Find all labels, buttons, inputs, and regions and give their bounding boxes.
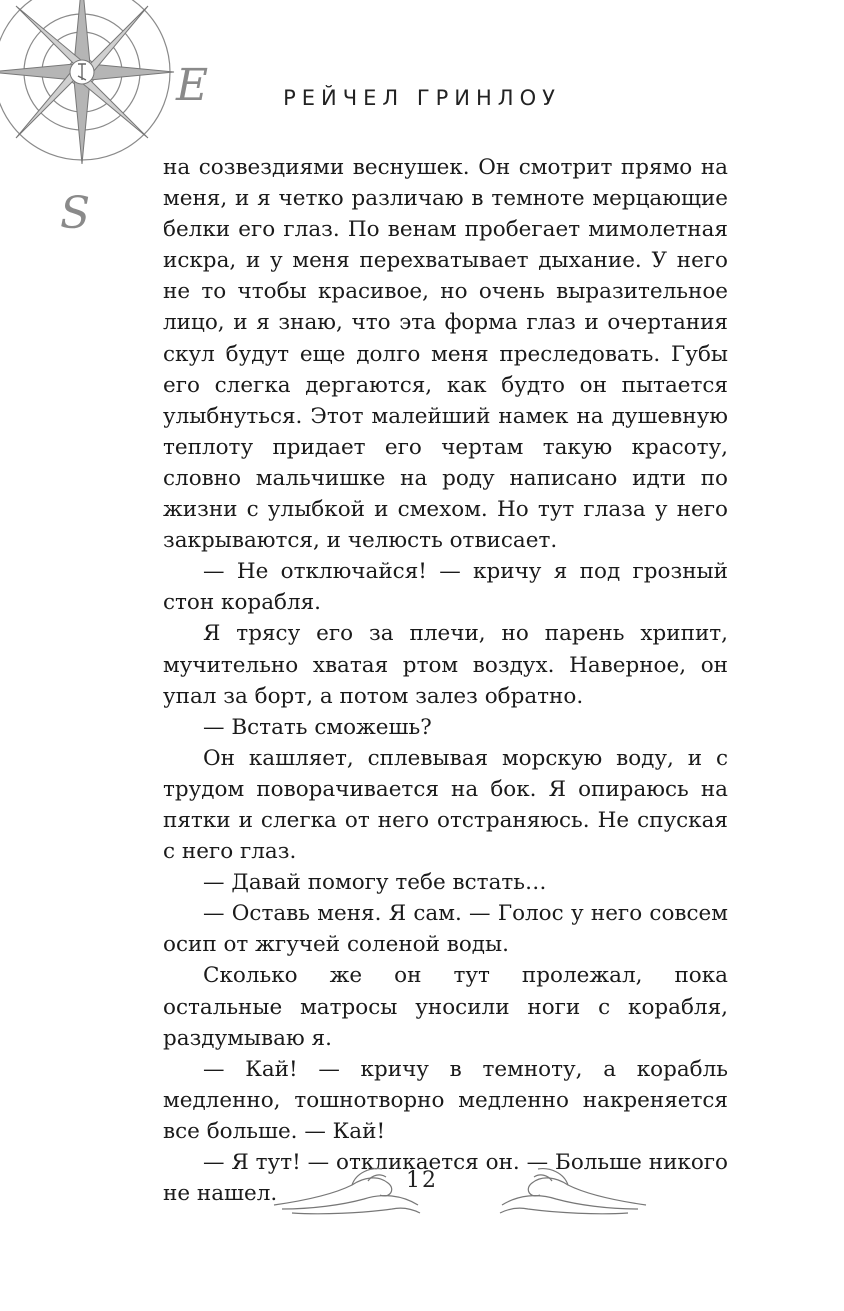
paragraph: — Оставь меня. Я сам. — Голос у него совсем осип от жгучей соленой воды. — [163, 901, 728, 958]
paragraph: Я трясу его за плечи, но парень хрипит, мучительно хватая ртом воздух. Наверное, он упал за борт, а потом залез обратно. — [163, 621, 728, 709]
paragraph: — Давай помогу тебе встать… — [203, 870, 547, 896]
running-head: РЕЙЧЕЛ ГРИНЛОУ — [283, 86, 561, 110]
paragraph: — Я тут! — откликается он. — Больше никого не нашел. — [163, 1150, 728, 1207]
paragraph: — Кай! — кричу в темноту, а корабль медленно, тошнотворно медленно накреняется все больше. — Кай! — [163, 1056, 728, 1144]
compass-letter-e: E — [176, 60, 209, 111]
paragraph: — Встать сможешь? — [203, 714, 432, 740]
paragraph: — Не отключайся! — кричу я под грозный стон корабля. — [163, 559, 728, 616]
compass-letter-s: S — [60, 188, 91, 239]
wave-ornament-right — [498, 1165, 648, 1221]
page-number: 12 — [406, 1168, 438, 1193]
paragraph: Он кашляет, сплевывая морскую воду, и с трудом поворачивается на бок. Я опираюсь на пятки и слегка от него отстраняюсь. Не спуская с него глаз. — [163, 745, 728, 865]
paragraph: на созвездиями веснушек. Он смотрит прямо на меня, и я четко различаю в темноте мерцающие белки его глаз. По венам пробегает мимолетная искра, и у меня перехватывает дыхание. У него не то чтобы красивое, но очень выразительное лицо, и я знаю, что эта форма глаз и очертания скул будут еще долго меня преследовать. Губы его слегка дергаются, как будто он пытается улыбнуться. Этот малейший намек на душевную теплоту придает его чертам такую красоту, словно мальчишке на роду написано идти по жизни с улыбкой и смехом. Но тут глаза у него закрываются, и челюсть отвисает. — [163, 155, 728, 554]
body-text — [163, 152, 728, 1209]
paragraph: Сколько же он тут пролежал, пока остальные матросы уносили ноги с корабля, раздумываю я. — [163, 963, 728, 1051]
